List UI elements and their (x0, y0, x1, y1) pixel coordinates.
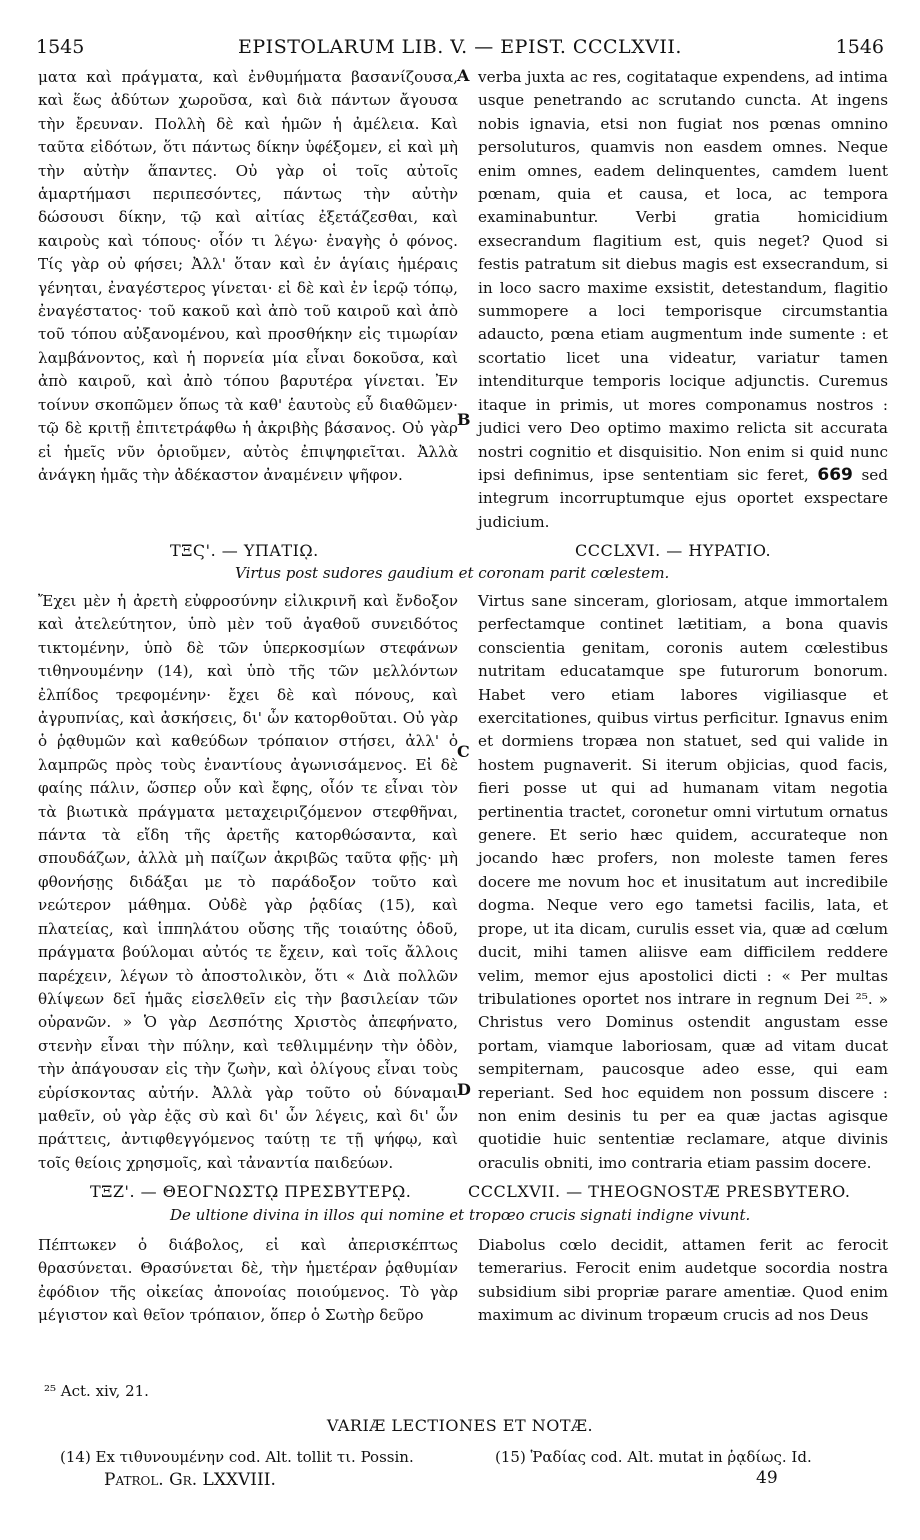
sheet-number: 49 (756, 1468, 778, 1488)
latin-continuation (478, 66, 888, 534)
letter-267-latin (478, 1234, 888, 1334)
letter-266-latin (478, 590, 888, 1170)
letter-267-greek-title: ΤΞΖ'. — ΘΕΟΓΝΩΣΤῼ ΠΡΕΣΒΥΤΕΡῼ. (90, 1182, 412, 1201)
margin-letter-d: D (457, 1080, 471, 1099)
note-14: (14) Ex τιθυνουμένην cod. Alt. tollit τι. Possin. (60, 1448, 414, 1466)
greek-paragraph: Ἔχει μὲν ἡ ἀρετὴ εὐφροσύνην εἰλικρινῆ καὶ ἔνδοξον καὶ ἀτελεύτητον, ὑπὸ μὲν τοῦ ἀγαθοῦ συνειδότος τικτομένην, ὑπὸ δὲ τῶν ὑπερκοσμίων στεφάνων τιθηνουμένην (14), καὶ ὑπὸ τῆς τῶν μελλόντων ἐλπίδος τρεφομένην· ἔχει δὲ καὶ πόνους, καὶ ἀγρυπνίας, καὶ ἀσκήσεις, δι' ὧν κατορθοῦται. Οὐ γὰρ ὁ ῥᾳθυμῶν καὶ καθεύδων τρόπαιον στήσει, ἀλλ' ὁ λαμπρῶς πρὸς τοὺς ἐναντίους ἀγωνισάμενος. Εἰ δὲ φαίης πάλιν, ὥσπερ οὖν καὶ ἔφης, οἷόν τε εἶναι τὸν τὰ βιωτικὰ πράγματα μεταχειριζόμενον στεφθῆναι, πάντα τὰ εἴδη τῆς ἀρετῆς κατορθώσαντα, καὶ σπουδάζων, ἀλλὰ μὴ παίζων ἀκριβῶς ταῦτα φῇς· μὴ φθονήσῃς διδάξαι με τὸ παράδοξον τοῦτο καὶ νεώτερον μάθημα. Οὐδὲ γὰρ ῥᾳδίας (15), καὶ πλατείας, καὶ ἱππηλάτου οὔσης τῆς τοιαύτης ὁδοῦ, πράγματα βούλομαι αὐτός τε ἔχειν, καὶ τοῖς ἄλλοις παρέχειν, λέγων τὸ ἀποστολικὸν, ὅτι « Διὰ πολλῶν θλίψεων δεῖ ἡμᾶς εἰσελθεῖν εἰς τὴν βασιλείαν τῶν οὐρανῶν. » Ὁ γὰρ Δεσπότης Χριστὸς ἀπεφήνατο, στενὴν εἶναι τὴν πύλην, καὶ τεθλιμμένην τὴν ὁδὸν, τὴν ἀπάγουσαν εἰς τὴν ζωὴν, καὶ ὀλίγους εἶναι τοὺς εὑρίσκοντας αὐτήν. Ἀλλὰ γὰρ τοῦτο οὐ δύναμαι μαθεῖν, οὐ γὰρ ἐᾷς σὺ καὶ δι' ὧν λέγεις, καὶ δι' ὧν πράττεις, ἀντιφθεγγόμενος ταύτῃ τε τῇ ψήφῳ, καὶ τοῖς θείοις χρησμοῖς, καὶ τἀναντία παιδεύων. (38, 592, 458, 1172)
letter-266-greek-title: ΤΞϚ'. — ΥΠΑΤΙῼ. (170, 541, 319, 560)
margin-letter-b: B (457, 410, 471, 429)
footnote: ²⁵ Act. xiv, 21. (44, 1382, 149, 1400)
latin-paragraph: Diabolus cœlo decidit, attamen ferit ac ferocit temerarius. Ferocit enim audetque socordia nostra subsidium sibi propriæ parare amentiæ. Quod enim maximum ac divinum tropæum crucis ad nos Deus (478, 1236, 888, 1325)
running-title: EPISTOLARUM LIB. V. — EPIST. CCCLXVII. (238, 36, 682, 58)
letter-266-greek (38, 590, 458, 1170)
margin-letter-a: A (457, 66, 470, 85)
running-header (0, 36, 920, 64)
greek-paragraph: ματα καὶ πράγματα, καὶ ἐνθυμήματα βασανίζουσα, καὶ ἕως ἀδύτων χωροῦσα, καὶ διὰ πάντων ἄγουσα τὴν ἔρευναν. Πολλὴ δὲ καὶ ἡμῶν ἡ ἀμέλεια. Καὶ ταῦτα εἰδότων, ὅτι πάντως δίκην ὑφέξομεν, εἰ καὶ μὴ τὴν αὐτὴν ἅπαντες. Οὐ γὰρ οἱ τοῖς αὐτοῖς ἁμαρτήμασι περιπεσόντες, πάντως τὴν αὐτὴν δώσουσι δίκην, τῷ καὶ αἰτίας ἐξετάζεσθαι, καὶ καιροὺς καὶ τόπους· οἷόν τι λέγω· ἐναγὴς ὁ φόνος. Τίς γὰρ οὐ φήσει; Ἀλλ' ὅταν καὶ ἐν ἁγίαις ἡμέραις γένηται, ἐναγέστερος γίνεται· εἰ δὲ καὶ ἐν ἱερῷ τόπῳ, ἐναγέστατος· τοῦ κακοῦ καὶ ἀπὸ τοῦ καιροῦ καὶ ἀπὸ τοῦ τόπου αὐξανομένου, καὶ προσθήκην εἰς τιμωρίαν λαμβάνοντος, καὶ ἡ πορνεία μία εἶναι δοκοῦσα, καὶ ἀπὸ καιροῦ, καὶ ἀπὸ τόπου βαρυτέρα γίνεται. Ἐν τοίνυν σκοπῶμεν ὅπως τὰ καθ' ἑαυτοὺς εὖ διαθῶμεν· τῷ δὲ κριτῇ ἐπιτετράφθω ἡ ἀκριβὴς βάσανος. Οὐ γὰρ εἰ ἡμεῖς νῦν ὁριοῦμεν, αὐτὸς ἐπιψηφιεῖται. Ἀλλὰ ἀνάγκη ἡμᾶς τὴν ἀδέκαστον ἀναμένειν ψῆφον. (38, 68, 458, 484)
summary-part-a: De ultione divina in illos qui nomine et (170, 1206, 465, 1224)
latin-paragraph: Virtus sane sinceram, gloriosam, atque immortalem perfectamque continet lætitiam, a bona quavis conscientia genitam, coronis autem cœlestibus nutritam educatamque spe futurorum bonorum. Habet vero etiam labores vigiliasque et exercitationes, quibus virtus perficitur. Ignavus enim et dormiens tropæa non statuet, sed qui valide in hostem pugnaverit. Si iterum objicias, quod facis, fieri posse ut qui ad humanam vitam negotia pertinentia tractet, coronetur omni virtutum ornatus genere. Et serio hæc quidem, accurateque non jocando hæc profers, non moleste tamen feres docere me novum hoc et inusitatum aut incredibile dogma. Neque vero ego tametsi facilis, lata, et prope, ut ita dicam, curulis esset via, quæ ad cœlum ducit, mihi tamen aliisve eam difficilem reddere velim, memor ejus apostolici dicti : « Per multas tribulationes oportet nos intrare in regnum Dei ²⁵. » Christus vero Dominus ostendit angustam esse portam, viamque laboriosam, quæ ad vitam ducat sempiternam, paucosque adeo esse, qui eam reperiant. Sed hoc equidem non possum discere : non enim desinis tu per ea quæ jactas agisque quotidie huic sententiæ reclamare, atque divinis oraculis obniti, imo contraria etiam passim docere. (478, 592, 888, 1172)
latin-text-b: sed integrum incorruptumque ejus oportet exspectare judicium. (478, 465, 889, 531)
letter-267-summary (170, 1206, 750, 1224)
margin-letter-c: C (457, 742, 470, 761)
greek-continuation (38, 66, 458, 486)
latin-text-a: verba juxta ac res, cogitataque expendens, ad intima usque penetrando ac scrutando cuncta. At ingens nobis ignavia, etsi non fugiat nos pœnas omnino persoluturos, quamvis non easdem omnes. Neque enim omnes, eadem delinquentes, camdem luent pœnam, quia et causa, et loca, ac tempora examinabuntur. Verbi gratia homicidium exsecrandum flagitium est, quis neget? Quod si festis patratum sit diebus magis est exsecrandum, si in loco sacro maxime exsistit, detestandum, flagitio summopere a loci temporisque circumstantia adaucto, pœna etiam augmentum inde sumente : et scortatio licet una videatur, variatur tamen intenditurque temporis locique adjunctis. Curemus itaque in primis, ut mores componamus nostros : judici vero Deo optimo maximo relicta sit accurata nostri cognitio et disquisitio. Non enim si quid nunc ipsi definimus, ipse sententiam sic feret, (478, 68, 888, 484)
summary-part-a: Virtus post sudores gaudium (235, 564, 454, 582)
letter-267-greek (38, 1234, 458, 1334)
patrologia-label: Patrol. Gr. LXXVIII. (104, 1470, 276, 1490)
greek-paragraph: Πέπτωκεν ὁ διάβολος, εἰ καὶ ἀπερισκέπτως θρασύνεται. Θρασύνεται δὲ, τὴν ἡμετέραν ῥᾳθυμίαν ἐφόδιον τῆς οἰκείας ἀπονοίας ποιούμενος. Τὸ γὰρ μέγιστον καὶ θεῖον τρόπαιον, ὅπερ ὁ Σωτὴρ δεῦρο (38, 1236, 458, 1325)
note-15: (15) Ῥαδίας cod. Alt. mutat in ῥᾳδίως. Id. (495, 1448, 812, 1466)
letter-266-summary (235, 564, 669, 582)
summary-part-b: et coronam parit cœlestem. (458, 564, 670, 582)
summary-part-b: tropœo crucis signati indigne vivunt. (468, 1206, 751, 1224)
letter-266-latin-title: CCCLXVI. — HYPATIO. (575, 541, 772, 560)
left-page-number: 1545 (36, 36, 85, 58)
column-number: 669 (817, 464, 853, 485)
variae-lectiones-title: VARIÆ LECTIONES ET NOTÆ. (326, 1416, 594, 1435)
right-page-number: 1546 (835, 36, 884, 58)
latin-paragraph (478, 66, 888, 534)
letter-267-latin-title: CCCLXVII. — THEOGNOSTÆ PRESBYTERO. (468, 1182, 851, 1201)
